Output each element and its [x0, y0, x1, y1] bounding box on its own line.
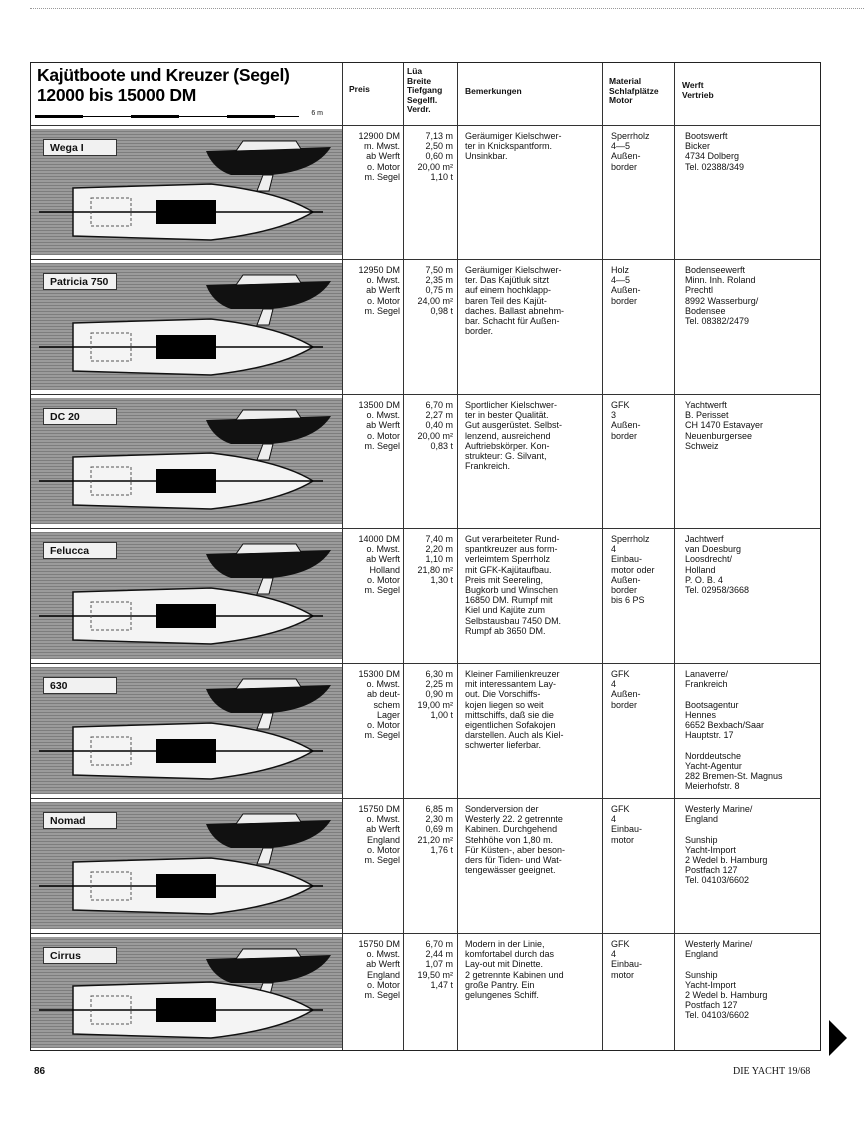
price-cell: 14000 DM o. Mwst. ab Werft Holland o. Motor m. Segel — [358, 534, 400, 596]
page-top-rule — [30, 8, 864, 9]
boat-name: Felucca — [43, 542, 117, 559]
length-scale-bar — [35, 110, 323, 121]
page-title: Kajütboote und Kreuzer (Segel) — [37, 65, 290, 85]
boat-drawing — [31, 667, 342, 794]
remarks-cell: Gut verarbeiteter Rund- spantkreuzer aus form- verleimtem Sperrholz mit GFK-Kajütaufbau. Preis mit Seereling, Bugkorb und Winschen 16850 DM. Rumpf mit Kiel und Kajüte zum Selbstausbau 7450 DM. Rumpf ab 3650 DM. — [465, 534, 562, 636]
hull-profile — [206, 685, 331, 713]
boat-name: DC 20 — [43, 408, 117, 425]
hull-profile — [206, 416, 331, 444]
header-price: Preis — [349, 84, 370, 94]
keel-profile — [257, 175, 273, 191]
yard-cell: Jachtwerf van Doesburg Loosdrecht/ Holland P. O. B. 4 Tel. 02958/3668 — [685, 534, 750, 596]
cabin-top — [156, 874, 216, 898]
keel-profile — [257, 578, 273, 594]
dimensions-cell: 6,70 m 2,27 m 0,40 m 20,00 m² 0,83 t — [417, 400, 453, 451]
header-material: Material Schlafplätze Motor — [609, 76, 659, 105]
scale-label: 6 m — [311, 110, 323, 117]
boat-name: 630 — [43, 677, 117, 694]
cabin-profile — [236, 949, 301, 959]
cabin-profile — [236, 679, 301, 689]
material-cell: GFK 4 Einbau- motor — [611, 939, 643, 980]
header-dimensions: Lüa Breite Tiefgang Segelfl. Verdr. — [407, 66, 443, 114]
header-divider — [31, 125, 820, 126]
hull-profile — [206, 820, 331, 848]
boat-drawing — [31, 263, 342, 390]
next-page-arrow-icon — [829, 1020, 847, 1056]
page-number: 86 — [34, 1066, 46, 1077]
header-yard: Werft Vertrieb — [682, 80, 714, 100]
column-divider — [457, 63, 458, 1050]
boat-drawing — [31, 398, 342, 524]
row-divider — [31, 528, 820, 529]
material-cell: Sperrholz 4 Einbau- motor oder Außen- border bis 6 PS — [611, 534, 655, 606]
row-divider — [31, 394, 820, 395]
column-divider — [674, 63, 675, 1050]
yard-cell: Bootswerft Bicker 4734 Dolberg Tel. 02388/349 — [685, 131, 745, 172]
yard-cell: Yachtwerft B. Perisset CH 1470 Estavayer Neuenburgersee Schweiz — [685, 400, 764, 451]
remarks-cell: Sportlicher Kielschwer- ter in bester Qualität. Gut ausgerüstet. Selbst- lenzend, ausreichend Auftriebskörper. Kon- strukteur: G. Silvant, Frankreich. — [465, 400, 563, 472]
cabin-top — [156, 739, 216, 763]
boat-name: Patricia 750 — [43, 273, 117, 290]
hull-profile — [206, 550, 331, 578]
keel-profile — [257, 309, 273, 325]
dimensions-cell: 7,40 m 2,20 m 1,10 m 21,80 m² 1,30 t — [417, 534, 453, 585]
price-cell: 12900 DM m. Mwst. ab Werft o. Motor m. Segel — [358, 131, 400, 182]
keel-profile — [257, 444, 273, 460]
price-cell: 15750 DM o. Mwst. ab Werft England o. Motor m. Segel — [358, 804, 400, 866]
boat-name: Nomad — [43, 812, 117, 829]
price-cell: 13500 DM o. Mwst. ab Werft o. Motor m. Segel — [358, 400, 400, 451]
boat-drawing — [31, 532, 342, 659]
row-divider — [31, 663, 820, 664]
boat-drawing — [31, 129, 342, 255]
cabin-profile — [236, 141, 301, 151]
material-cell: GFK 4 Außen- border — [611, 669, 641, 710]
remarks-cell: Kleiner Familienkreuzer mit interessantem Lay- out. Die Vorschiffs- kojen liegen so weit mittschiffs, daß sie die eigentlichen Sofakojen darstellen. Auch als Kiel- schwerter lieferbar. — [465, 669, 564, 751]
cabin-top — [156, 335, 216, 359]
hull-profile — [206, 955, 331, 983]
dimensions-cell: 7,50 m 2,35 m 0,75 m 24,00 m² 0,98 t — [417, 265, 453, 316]
boat-name: Cirrus — [43, 947, 117, 964]
dimensions-cell: 7,13 m 2,50 m 0,60 m 20,00 m² 1,10 t — [417, 131, 453, 182]
row-divider — [31, 259, 820, 260]
dimensions-cell: 6,30 m 2,25 m 0,90 m 19,00 m² 1,00 t — [417, 669, 453, 720]
yard-cell: Westerly Marine/ England Sunship Yacht-Import 2 Wedel b. Hamburg Postfach 127 Tel. 04103/6602 — [685, 939, 768, 1021]
material-cell: Holz 4—5 Außen- border — [611, 265, 641, 306]
price-cell: 15300 DM o. Mwst. ab deut- schem Lager o. Motor m. Segel — [358, 669, 400, 741]
cabin-profile — [236, 814, 301, 824]
cabin-top — [156, 604, 216, 628]
column-divider — [602, 63, 603, 1050]
boat-name: Wega I — [43, 139, 117, 156]
keel-profile — [257, 848, 273, 864]
hull-profile — [206, 281, 331, 309]
price-cell: 12950 DM o. Mwst. ab Werft o. Motor m. Segel — [358, 265, 400, 316]
material-cell: GFK 3 Außen- border — [611, 400, 641, 441]
price-range: 12000 bis 15000 DM — [37, 85, 197, 105]
boat-table — [30, 62, 821, 1051]
material-cell: GFK 4 Einbau- motor — [611, 804, 643, 845]
title-block — [31, 63, 343, 125]
remarks-cell: Geräumiger Kielschwer- ter in Knickspantform. Unsinkbar. — [465, 131, 562, 162]
row-divider — [31, 798, 820, 799]
boat-drawing — [31, 937, 342, 1048]
column-divider — [342, 63, 343, 1050]
row-divider — [31, 933, 820, 934]
price-cell: 15750 DM o. Mwst. ab Werft England o. Motor m. Segel — [358, 939, 400, 1001]
remarks-cell: Modern in der Linie, komfortabel durch das Lay-out mit Dinette. 2 getrennte Kabinen und große Pantry. Ein gelungenes Schiff. — [465, 939, 564, 1001]
cabin-top — [156, 998, 216, 1022]
remarks-cell: Sonderversion der Westerly 22. 2 getrennte Kabinen. Durchgehend Stehhöhe von 1,80 m. Für Küsten-, aber beson- ders für Tiden- und Wat- tengewässer geeignet. — [465, 804, 566, 876]
boat-drawing — [31, 802, 342, 929]
remarks-cell: Geräumiger Kielschwer- ter. Das Kajütluk sitzt auf einem hochklapp- baren Teil des Kajüt- daches. Ballast abnehm- bar. Schacht für Außen- border. — [465, 265, 565, 337]
yard-cell: Westerly Marine/ England Sunship Yacht-Import 2 Wedel b. Hamburg Postfach 127 Tel. 04103/6602 — [685, 804, 768, 886]
yard-cell: Bodenseewerft Minn. Inh. Roland Prechtl 8992 Wasserburg/ Bodensee Tel. 08382/2479 — [685, 265, 759, 327]
hull-profile — [206, 147, 331, 175]
header-remarks: Bemerkungen — [465, 86, 522, 96]
magazine-issue: DIE YACHT 19/68 — [733, 1066, 811, 1077]
cabin-profile — [236, 275, 301, 285]
yard-cell: Lanaverre/ Frankreich Bootsagentur Hennes 6652 Bexbach/Saar Hauptstr. 17 Norddeutsche Yacht-Agentur 282 Bremen-St. Magnus Meierhofstr. 8 — [685, 669, 783, 792]
column-divider — [403, 63, 404, 1050]
dimensions-cell: 6,70 m 2,44 m 1,07 m 19,50 m² 1,47 t — [417, 939, 453, 990]
cabin-top — [156, 200, 216, 224]
dimensions-cell: 6,85 m 2,30 m 0,69 m 21,20 m² 1,76 t — [417, 804, 453, 855]
cabin-top — [156, 469, 216, 493]
cabin-profile — [236, 410, 301, 420]
material-cell: Sperrholz 4—5 Außen- border — [611, 131, 650, 172]
cabin-profile — [236, 544, 301, 554]
keel-profile — [257, 713, 273, 729]
